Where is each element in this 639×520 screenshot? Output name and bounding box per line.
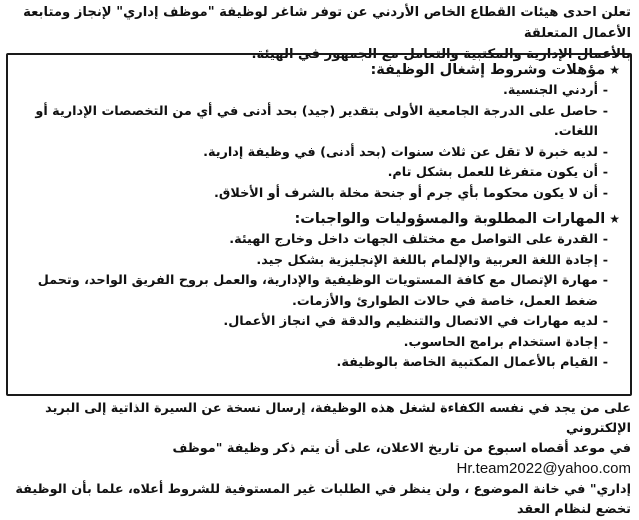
ad-header xyxy=(0,0,639,62)
skills-title: المهارات المطلوبة والمسؤوليات والواجبات: xyxy=(294,211,606,227)
qualifications-title: مؤهلات وشروط إشغال الوظيفة: xyxy=(370,62,606,78)
qualifications-list xyxy=(18,81,620,204)
footer-line-2 xyxy=(8,439,631,480)
list-item: - القدرة على التواصل مع مختلف الجهات داخل وخارج الهيئة. xyxy=(18,230,608,251)
list-item: - أن لا يكون محكوما بأي جرم أو جنحة مخلة بالشرف أو الأخلاق. xyxy=(18,184,608,205)
header-line-2: بالأعمال الإدارية والمكتبية والتعامل مع الجمهور في الهيئة. xyxy=(251,47,631,62)
requirements-box xyxy=(6,53,632,396)
star-bullet-icon: ★ xyxy=(609,212,620,226)
list-item: - لديه خبرة لا تقل عن ثلاث سنوات (بحد أدنى) في وظيفة إدارية. xyxy=(18,143,608,164)
list-item: - لديه مهارات في الاتصال والتنظيم والدقة في انجاز الأعمال. xyxy=(18,312,608,333)
list-item: - مهارة الإتصال مع كافة المستويات الوظيفية والإدارية، والعمل بروح الفريق الواحد، وتحمل ضغط العمل، خاصة في حالات الطوارئ والأزمات. xyxy=(18,271,608,312)
list-item: - أردني الجنسية. xyxy=(18,81,608,102)
email-address[interactable]: Hr.team2022@yahoo.com xyxy=(456,460,631,477)
list-item: - إجادة اللغة العربية والإلمام باللغة الإنجليزية بشكل جيد. xyxy=(18,251,608,272)
footer-line-1: على من يجد في نفسه الكفاءة لشغل هذه الوظيفة، إرسال نسخة عن السيرة الذاتية إلى البريد الإلكتروني xyxy=(45,401,631,436)
footer-line-2-text: في موعد أقصاه اسبوع من تاريخ الاعلان، على أن يتم ذكر وظيفة "موظف xyxy=(172,441,631,456)
application-instructions xyxy=(0,399,639,517)
list-item: - القيام بالأعمال المكتبية الخاصة بالوظيفة. xyxy=(18,353,608,374)
footer-line-3: إداري" في خانة الموضوع ، ولن ينظر في الطلبات غير المستوفية للشروط أعلاه، علما بأن الوظيفة تخضع لنظام العقد xyxy=(15,482,631,517)
list-item: - إجادة استخدام برامج الحاسوب. xyxy=(18,333,608,354)
list-item: - أن يكون متفرغا للعمل بشكل تام. xyxy=(18,163,608,184)
skills-heading xyxy=(18,208,620,230)
qualifications-heading xyxy=(18,59,620,81)
header-line-1: تعلن احدى هيئات القطاع الخاص الأردني عن توفر شاغر لوظيفة "موظف إداري" لإنجاز ومتابعة الأعمال المتعلقة xyxy=(23,5,631,41)
star-bullet-icon: ★ xyxy=(609,63,620,77)
skills-list xyxy=(18,230,620,374)
list-item: - حاصل على الدرجة الجامعية الأولى بتقدير (جيد) بحد أدنى في أي من التخصصات الإدارية أو اللغات. xyxy=(18,102,608,143)
